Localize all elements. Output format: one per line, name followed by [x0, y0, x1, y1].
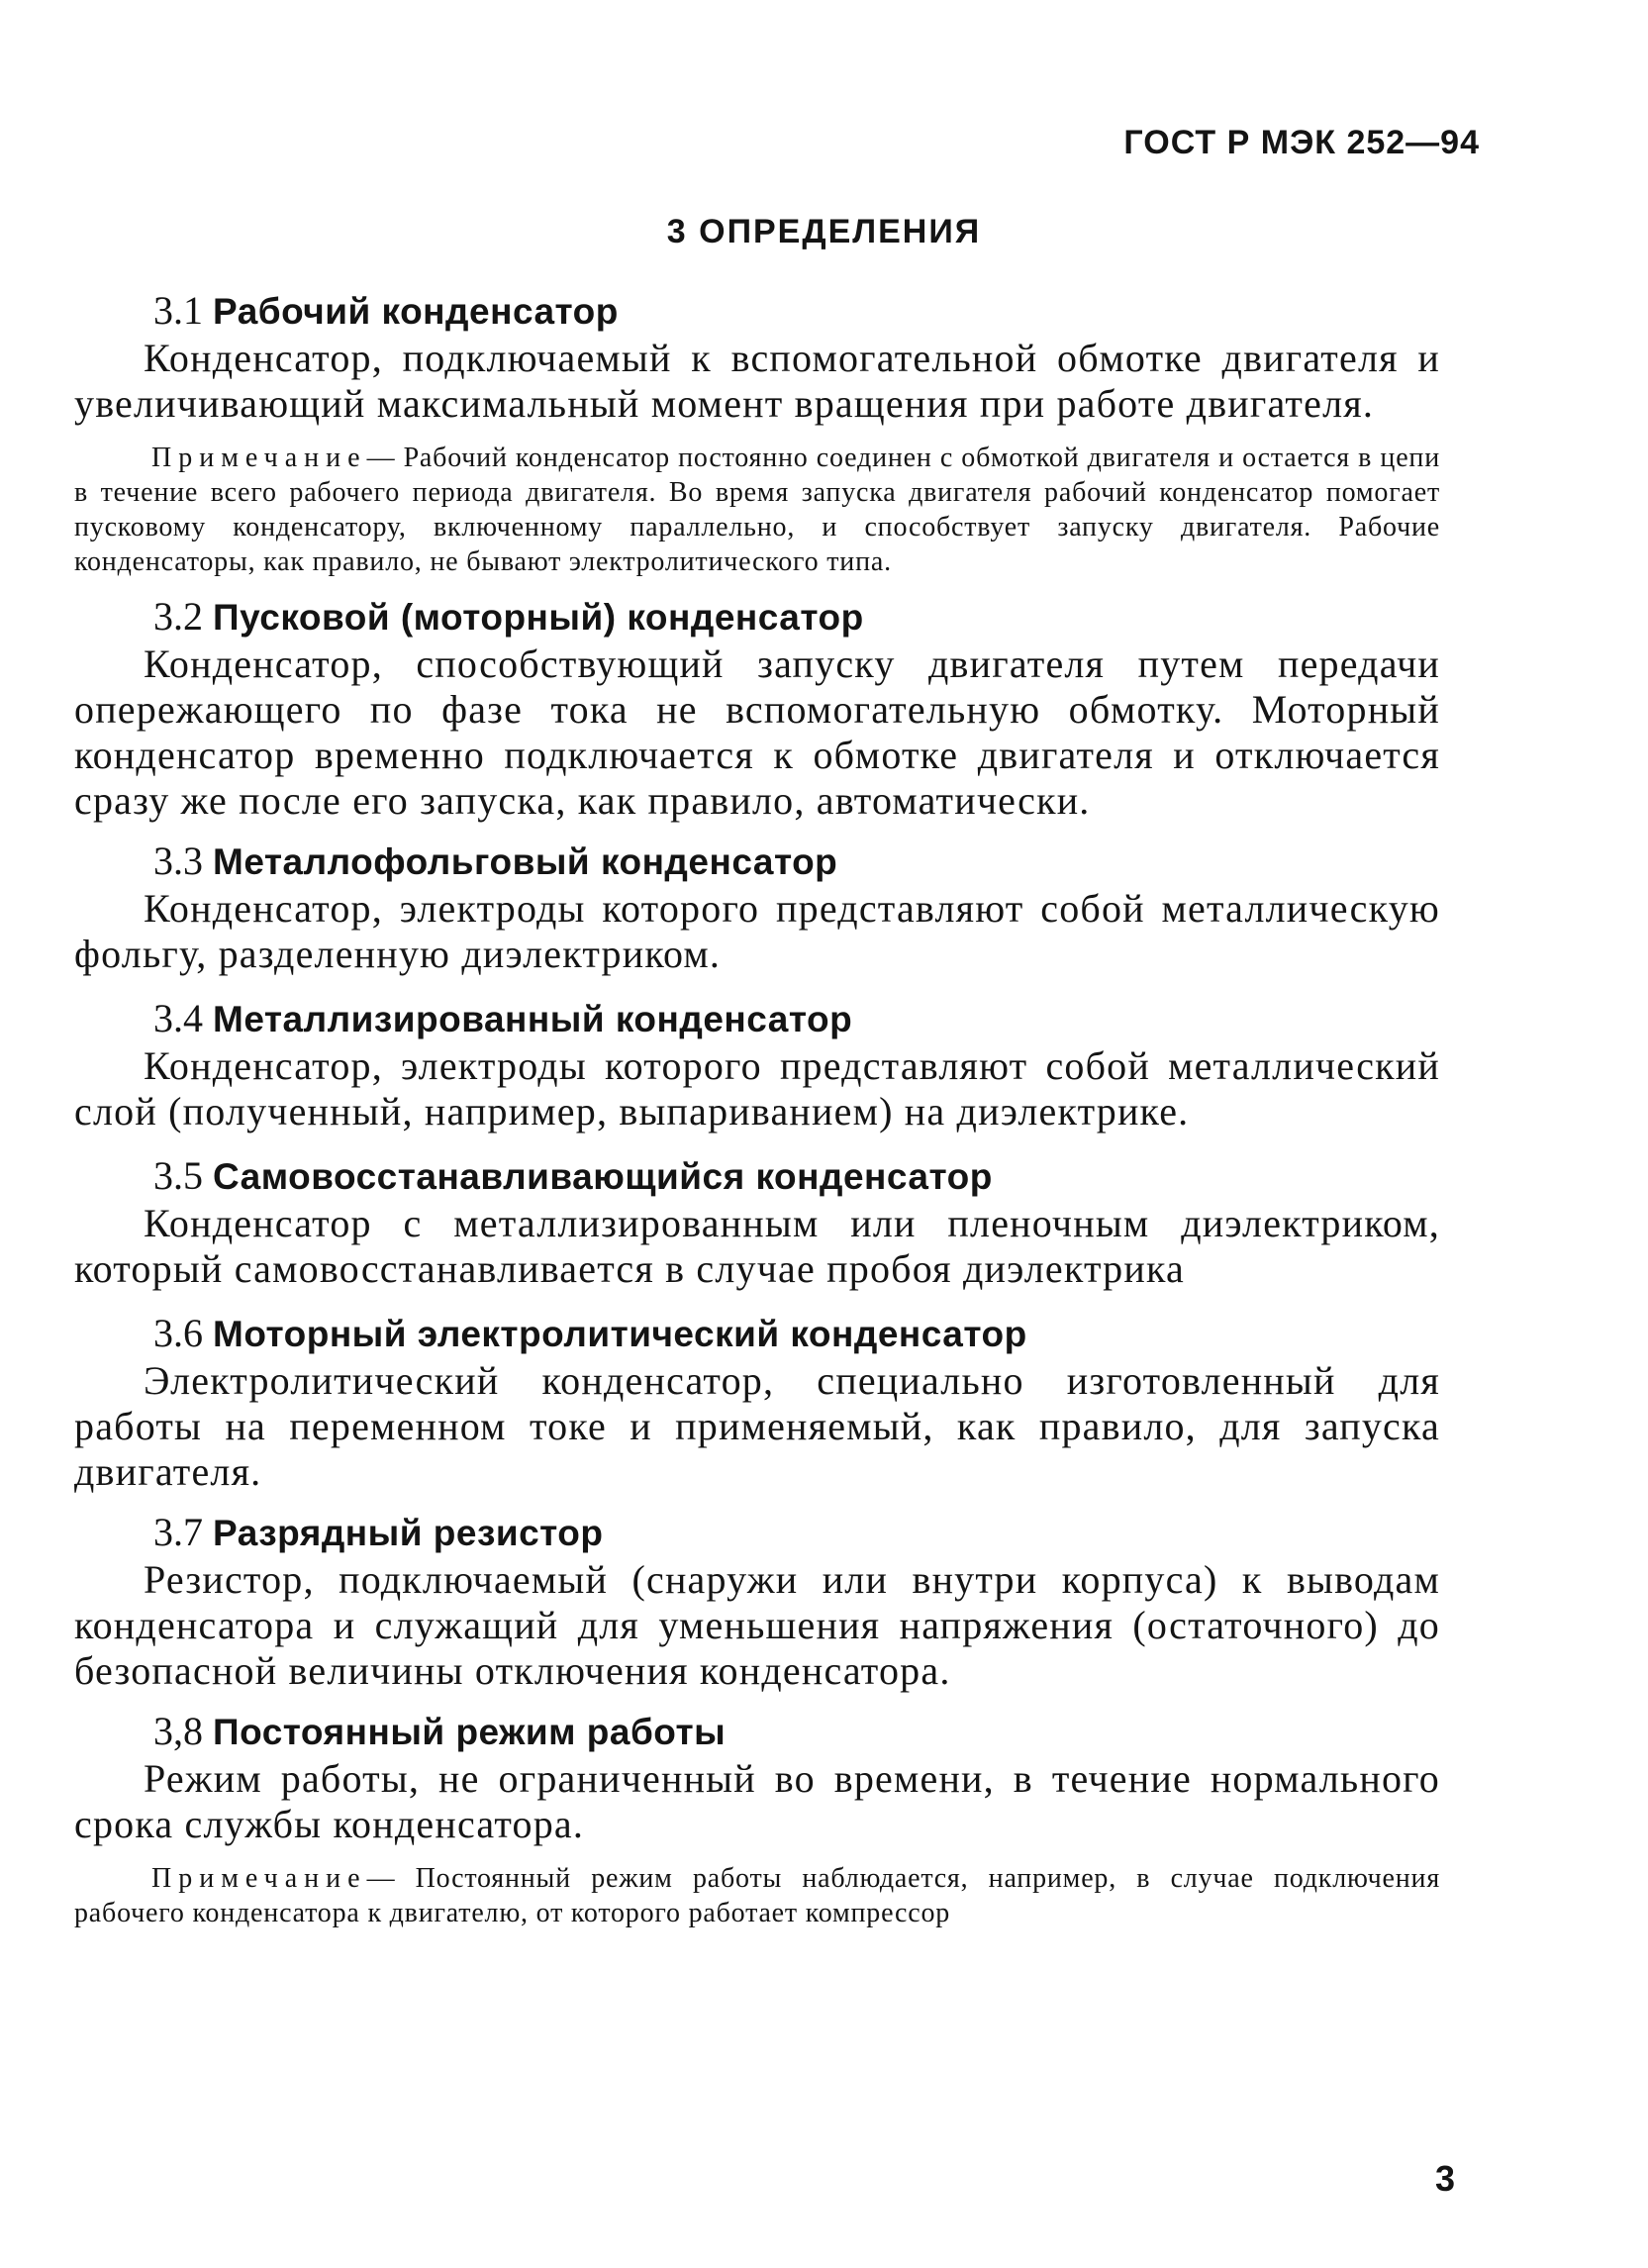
term-3-3: [74, 838, 1440, 977]
term-3-1: [74, 287, 1440, 579]
term-number: 3.6: [153, 1311, 203, 1355]
term-number: 3.3: [153, 838, 203, 883]
term-number: 3,8: [153, 1709, 203, 1753]
term-definition: Режим работы, не ограниченный во времени, в течение нормального срока службы конденсатора.: [74, 1756, 1440, 1846]
term-number: 3.2: [153, 594, 203, 639]
term-number: 3.4: [153, 996, 203, 1040]
term-number: 3.1: [153, 288, 203, 333]
term-3-6: [74, 1310, 1440, 1495]
term-heading: [153, 1310, 1440, 1358]
term-definition: Электролитический конденсатор, специально изготовленный для работы на переменном токе и применяемый, как правило, для запуска двигателя.: [74, 1358, 1440, 1494]
term-name: Самовосстанавливающийся конденсатор: [213, 1156, 993, 1197]
term-name: Разрядный резистор: [213, 1513, 604, 1553]
term-name: Металлофольговый конденсатор: [213, 841, 838, 882]
term-definition: Конденсатор с металлизированным или пленочным диэлектриком, который самовосстанавливается в случае пробоя диэлектрика: [74, 1201, 1440, 1291]
term-definition: Конденсатор, электроды которого представляют собой металлическую фольгу, разделенную диэлектриком.: [74, 886, 1440, 976]
term-heading: [153, 838, 1440, 886]
term-3-4: [74, 995, 1440, 1134]
term-3-5: [74, 1152, 1440, 1292]
term-heading: [153, 1509, 1440, 1557]
term-name: Моторный электролитический конденсатор: [213, 1314, 1027, 1354]
note-text: — Рабочий конденсатор постоянно соединен с обмоткой двигателя и остается в цепи в течение всего рабочего периода двигателя. Во время запуска двигателя рабочий конденсатор помогает пусковому конденсатору, включенному параллельно, и способствует запуску двигателя. Рабочие конденсаторы, как правило, не бывают электролитического типа.: [74, 443, 1440, 577]
note-text: — Постоянный режим работы наблюдается, например, в случае подключения рабочего конденсатора к двигателю, от которого работает компрессор: [74, 1863, 1440, 1928]
section-title: 3 ОПРЕДЕЛЕНИЯ: [666, 213, 982, 250]
term-definition: Конденсатор, способствующий запуску двигателя путем передачи опережающего по фазе тока не вспомогательную обмотку. Моторный конденсатор временно подключается к обмотке двигателя и отключается сразу же после его запуска, как правило, автоматически.: [74, 641, 1440, 823]
term-number: 3.5: [153, 1153, 203, 1198]
term-heading: [153, 593, 1440, 641]
term-name: Рабочий конденсатор: [213, 291, 619, 332]
term-note: [74, 1861, 1440, 1930]
term-number: 3.7: [153, 1510, 203, 1554]
term-name: Металлизированный конденсатор: [213, 999, 853, 1039]
term-3-7: [74, 1509, 1440, 1694]
term-definition: Конденсатор, подключаемый к вспомогательной обмотке двигателя и увеличивающий максимальный момент вращения при работе двигателя.: [74, 336, 1440, 426]
term-3-2: [74, 593, 1440, 824]
term-heading: [153, 995, 1440, 1043]
term-heading: [153, 287, 1440, 336]
note-label: Примечание: [151, 443, 367, 473]
standard-header: ГОСТ Р МЭК 252—94: [1123, 124, 1480, 161]
term-definition: Резистор, подключаемый (снаружи или внутри корпуса) к выводам конденсатора и служащий для уменьшения напряжения (остаточного) до безопасной величины отключения конденсатора.: [74, 1557, 1440, 1693]
term-heading: [153, 1152, 1440, 1201]
definitions-body: [74, 287, 1440, 1940]
term-3-8: [74, 1708, 1440, 1930]
term-name: Пусковой (моторный) конденсатор: [213, 597, 864, 638]
note-label: Примечание: [151, 1863, 367, 1894]
page-number: 3: [1434, 2158, 1455, 2199]
term-heading: [153, 1708, 1440, 1756]
term-definition: Конденсатор, электроды которого представляют собой металлический слой (полученный, например, выпариванием) на диэлектрике.: [74, 1043, 1440, 1134]
term-note: [74, 441, 1440, 579]
term-name: Постоянный режим работы: [213, 1712, 727, 1752]
